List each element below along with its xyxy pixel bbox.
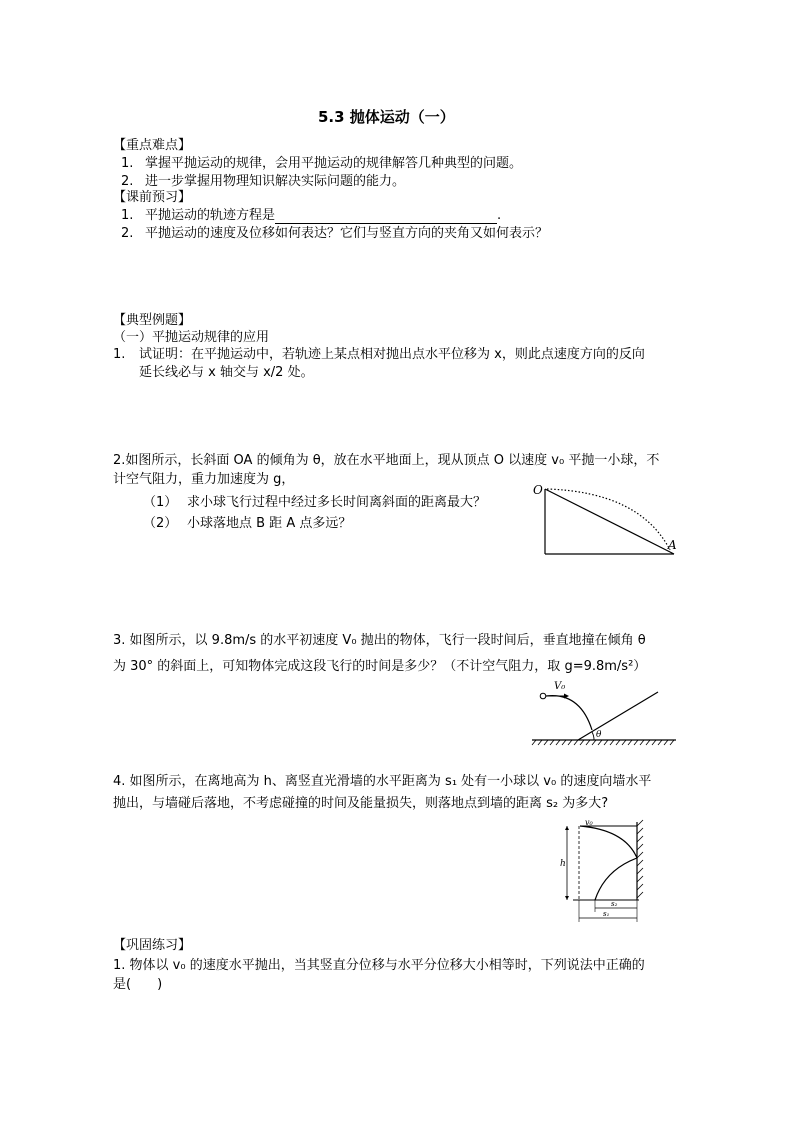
figure-label-theta: θ bbox=[596, 730, 602, 740]
practice-1-line-1: 1. 物体以 v₀ 的速度水平抛出，当其竖直分位移与水平分位移大小相等时，下列说法中正确的 bbox=[113, 958, 645, 973]
example-1-number: 1. bbox=[113, 347, 126, 362]
subquestion-number: （1） bbox=[143, 495, 178, 510]
figure-label-v0: V₀ bbox=[554, 681, 566, 692]
examples-heading: 【典型例题】 bbox=[113, 313, 192, 328]
example-2-line-2: 计空气阻力，重力加速度为 g， bbox=[113, 472, 295, 487]
figure-label-s1: s₁ bbox=[603, 910, 610, 918]
preview-heading: 【课前预习】 bbox=[113, 190, 192, 205]
key-point-text: 进一步掌握用物理知识解决实际问题的能力。 bbox=[145, 174, 406, 189]
preview-text: 平抛运动的轨迹方程是 bbox=[145, 208, 276, 223]
figure-label-h: h bbox=[560, 859, 566, 869]
key-points-heading: 【重点难点】 bbox=[113, 138, 192, 153]
preview-item bbox=[121, 208, 501, 224]
figure-label-s2: s₂ bbox=[611, 900, 618, 908]
key-point-item bbox=[121, 156, 522, 172]
incline-figure bbox=[530, 478, 690, 560]
example-4-line-2: 抛出，与墙碰后落地，不考虑碰撞的时间及能量损失，则落地点到墙的距离 s₂ 为多大? bbox=[113, 796, 609, 811]
wall-collision-figure bbox=[555, 818, 660, 930]
preview-end: . bbox=[497, 208, 502, 223]
projectile-slope-figure bbox=[530, 678, 680, 750]
figure-label-o: O bbox=[533, 483, 543, 497]
examples-subheading: （一）平抛运动规律的应用 bbox=[113, 330, 270, 345]
figure-label-a: A bbox=[668, 538, 677, 552]
preview-number: 2. bbox=[121, 226, 134, 241]
key-point-item bbox=[121, 174, 405, 190]
example-2-subquestion-2 bbox=[143, 516, 351, 532]
example-2-line-1: 2.如图所示，长斜面 OA 的倾角为 θ，放在水平地面上，现从顶点 O 以速度 v₀ 平抛一小球，不 bbox=[113, 453, 660, 468]
subquestion-text: 求小球飞行过程中经过多长时间离斜面的距离最大？ bbox=[187, 495, 487, 510]
subquestion-number: （2） bbox=[143, 516, 178, 531]
example-1-text: 试证明：在平抛运动中，若轨迹上某点相对抛出点水平位移为 x，则此点速度方向的反向 bbox=[139, 347, 645, 362]
preview-text: 平抛运动的速度及位移如何表达？它们与竖直方向的夹角又如何表示？ bbox=[145, 226, 549, 241]
practice-1-line-2: 是( ) bbox=[113, 977, 163, 992]
example-3-line-1: 3. 如图所示，以 9.8m/s 的水平初速度 V₀ 抛出的物体，飞行一段时间后，垂直地撞在倾角 θ bbox=[113, 633, 646, 648]
figure-label-v0: v₀ bbox=[585, 818, 593, 827]
page-title: 5.3 抛体运动（一） bbox=[318, 108, 455, 126]
key-point-number: 1. bbox=[121, 156, 134, 171]
example-2-subquestion-1 bbox=[143, 495, 486, 511]
example-4-line-1: 4. 如图所示，在离地高为 h、离竖直光滑墙的水平距离为 s₁ 处有一小球以 v₀ 的速度向墙水平 bbox=[113, 774, 652, 789]
example-1-line-1 bbox=[113, 347, 645, 363]
key-point-text: 掌握平抛运动的规律，会用平抛运动的规律解答几种典型的问题。 bbox=[145, 156, 523, 171]
preview-item bbox=[121, 226, 548, 242]
key-point-number: 2. bbox=[121, 174, 134, 189]
answer-blank[interactable] bbox=[275, 210, 497, 224]
example-3-line-2: 为 30° 的斜面上，可知物体完成这段飞行的时间是多少？（不计空气阻力，取 g=9.8m/s²） bbox=[113, 659, 647, 674]
subquestion-text: 小球落地点 B 距 A 点多远？ bbox=[187, 516, 352, 531]
practice-heading: 【巩固练习】 bbox=[113, 938, 192, 953]
example-1-line-2: 延长线必与 x 轴交与 x/2 处。 bbox=[139, 365, 314, 380]
preview-number: 1. bbox=[121, 208, 134, 223]
